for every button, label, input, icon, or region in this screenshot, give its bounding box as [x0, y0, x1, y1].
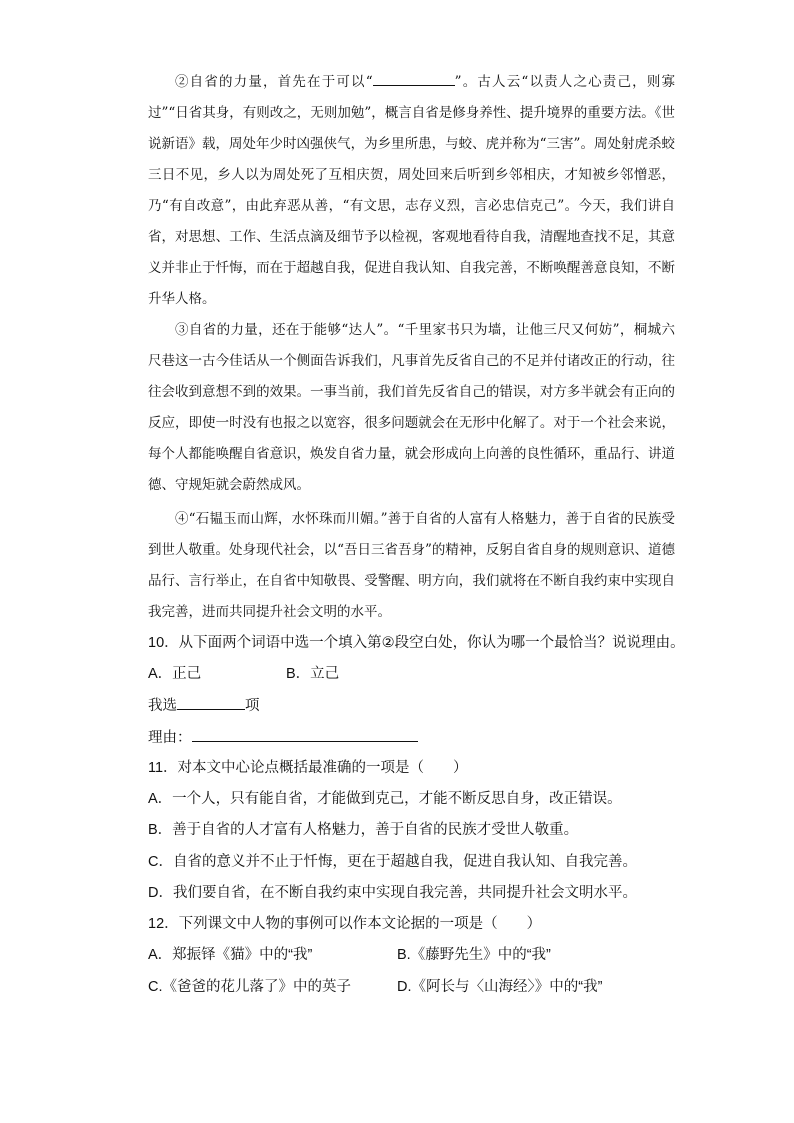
question-12-option-d: D.《阿长与〈山海经〉》中的“我” — [397, 979, 603, 995]
question-12-stem: 12．下列课文中人物的事例可以作本文论据的一项是（ ） — [148, 916, 542, 932]
choice-suffix: 项 — [245, 698, 260, 714]
passage-paragraph-2 — [148, 67, 675, 315]
question-12-option-b: B.《藤野先生》中的“我” — [397, 947, 551, 963]
question-11-stem: 11．对本文中心论点概括最准确的一项是（ ） — [148, 760, 468, 776]
reason-label: 理由： — [148, 730, 192, 746]
question-11-option-a: A．一个人，只有能自省，才能做到克己，才能不断反思自身，改正错误。 — [148, 791, 622, 807]
question-12-option-c: C.《爸爸的花儿落了》中的英子 — [148, 979, 351, 995]
question-10-choice-line — [148, 695, 260, 716]
question-11-option-d: D．我们要自省，在不断自我约束中实现自我完善，共同提升社会文明水平。 — [148, 885, 637, 901]
passage-paragraph-3: ③自省的力量，还在于能够“达人”。“千里家书只为墙，让他三尺又何妨”，桐城六尺巷这一古今佳话从一个侧面告诉我们，凡事首先反省自己的不足并付诸改正的行动，往往会收到意想不到的效果。一事当前，我们首先反省自己的错误，对方多半就会有正向的反应，即使一时没有也报之以宽容，很多问题就会在无形中化解了。对于一个社会来说，每个人都能唤醒自省意识，焕发自省力量，就会形成向上向善的良性循环，重品行、讲道德、守规矩就会蔚然成风。 — [148, 322, 675, 493]
question-10-reason-line — [148, 727, 418, 748]
question-10-option-a: A．正己 — [148, 666, 202, 682]
choice-prefix: 我选 — [148, 698, 177, 714]
paragraph-2-blank[interactable] — [373, 71, 455, 86]
question-10-option-b: B．立己 — [286, 666, 340, 682]
question-10-stem: 10．从下面两个词语中选一个填入第②段空白处，你认为哪一个最恰当？说说理由。 — [148, 635, 685, 651]
question-12-option-a: A．郑振铎《猫》中的“我” — [148, 947, 313, 963]
question-11-option-c: C．自省的意义并不止于忏悔，更在于超越自我，促进自我认知、自我完善。 — [148, 854, 637, 870]
paragraph-2-rest-text: ”。古人云“以责人之心责己，则寡过”“日省其身，有则改之，无则加勉”，概言自省是修身养性、提升境界的重要方法。《世说新语》载，周处年少时凶强侠气，为乡里所患，与蛟、虎并称为“三害”。周处射虎杀蛟三日不见，乡人以为周处死了互相庆贺，周处回来后听到乡邻相庆，才知被乡邻憎恶，乃“有自改意”，由此弃恶从善，“有文思，志存义烈，言必忠信克己”。今天，我们讲自省，对思想、工作、生活点滴及细节予以检视，客观地看待自我，清醒地查找不足，其意义并非止于忏悔，而在于超越自我，促进自我认知、自我完善，不断唤醒善意良知，不断升华人格。 — [148, 74, 675, 307]
passage-paragraph-4: ④“石韫玉而山辉，水怀珠而川媚。”善于自省的人富有人格魅力，善于自省的民族受到世人敬重。处身现代社会，以“吾日三省吾身”的精神，反躬自省自身的规则意识、道德品行、言行举止，在自省中知敬畏、受警醒、明方向，我们就将在不断自我约束中实现自我完善，进而共同提升社会文明的水平。 — [148, 511, 675, 620]
question-11-option-b: B．善于自省的人才富有人格魅力，善于自省的民族才受世人敬重。 — [148, 822, 579, 838]
paragraph-2-lead-text: ②自省的力量，首先在于可以“ — [175, 74, 373, 90]
reason-answer-blank[interactable] — [192, 727, 418, 742]
choice-answer-blank[interactable] — [177, 695, 245, 710]
